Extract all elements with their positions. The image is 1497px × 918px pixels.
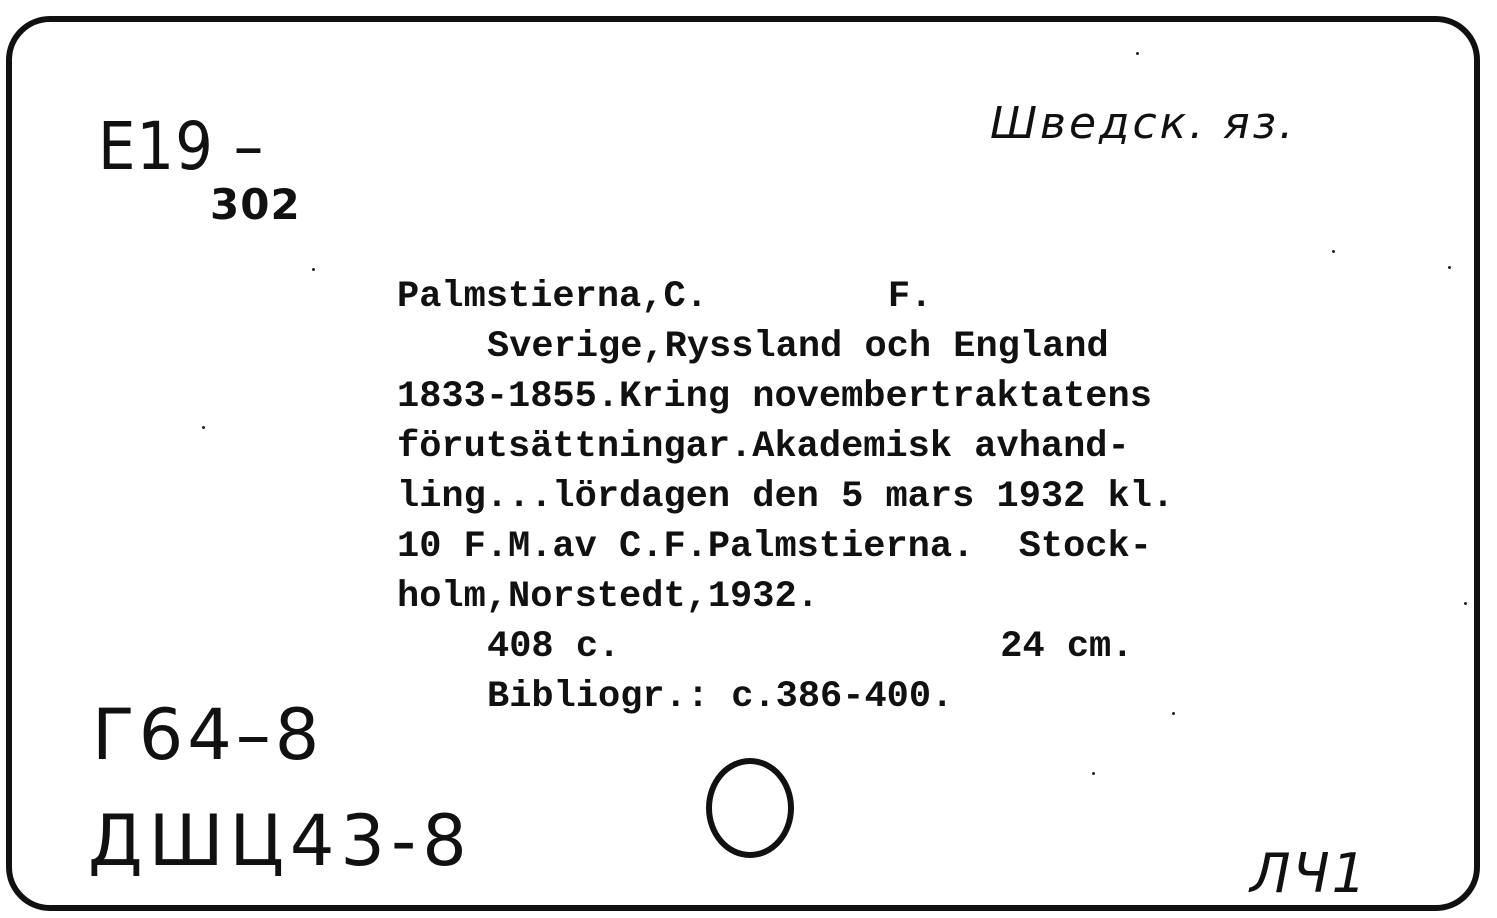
- scan-speck: [1448, 266, 1451, 269]
- scan-speck: [202, 426, 205, 429]
- page-count: 408 c.: [487, 626, 621, 668]
- language-note: Шведск. яз.: [990, 98, 1297, 149]
- title-line-4: ling...lördagen den 5 mars 1932 kl.: [397, 476, 1175, 518]
- shelf-mark-top: E19 –: [98, 108, 265, 185]
- title-line-3: förutsättningar.Akademisk avhand-: [397, 426, 1130, 468]
- bibliographic-entry: [397, 272, 1457, 722]
- scan-speck: [1092, 772, 1095, 775]
- author-line: [397, 272, 1457, 322]
- title-line-6: holm,Norstedt,1932.: [397, 576, 819, 618]
- scan-speck: [312, 268, 315, 271]
- scan-speck: [1172, 712, 1175, 715]
- scan-speck: [1332, 250, 1335, 253]
- author-surname: Palmstierna,C.: [397, 276, 708, 318]
- book-size: 24 cm.: [1000, 626, 1134, 668]
- bibliography-note: Bibliogr.: c.386-400.: [487, 676, 954, 718]
- catalog-card: [6, 16, 1480, 911]
- author-initial: F.: [887, 276, 933, 318]
- scan-speck: [1464, 602, 1467, 605]
- extent-line: [397, 622, 1457, 672]
- punch-hole: [706, 758, 794, 858]
- title-line-2: 1833-1855.Kring novembertraktatens: [397, 376, 1152, 418]
- corner-mark: ЛЧ1: [1250, 842, 1368, 905]
- title-line-5: 10 F.M.av C.F.Palmstierna. Stock-: [397, 526, 1152, 568]
- shelf-mark-bottom: 302: [210, 180, 301, 229]
- scan-speck: [1136, 52, 1139, 55]
- secondary-code: ДШЦ43-8: [88, 800, 473, 882]
- classification-code: Г64–8: [92, 694, 324, 776]
- title-line-1: Sverige,Ryssland och England: [487, 326, 1109, 368]
